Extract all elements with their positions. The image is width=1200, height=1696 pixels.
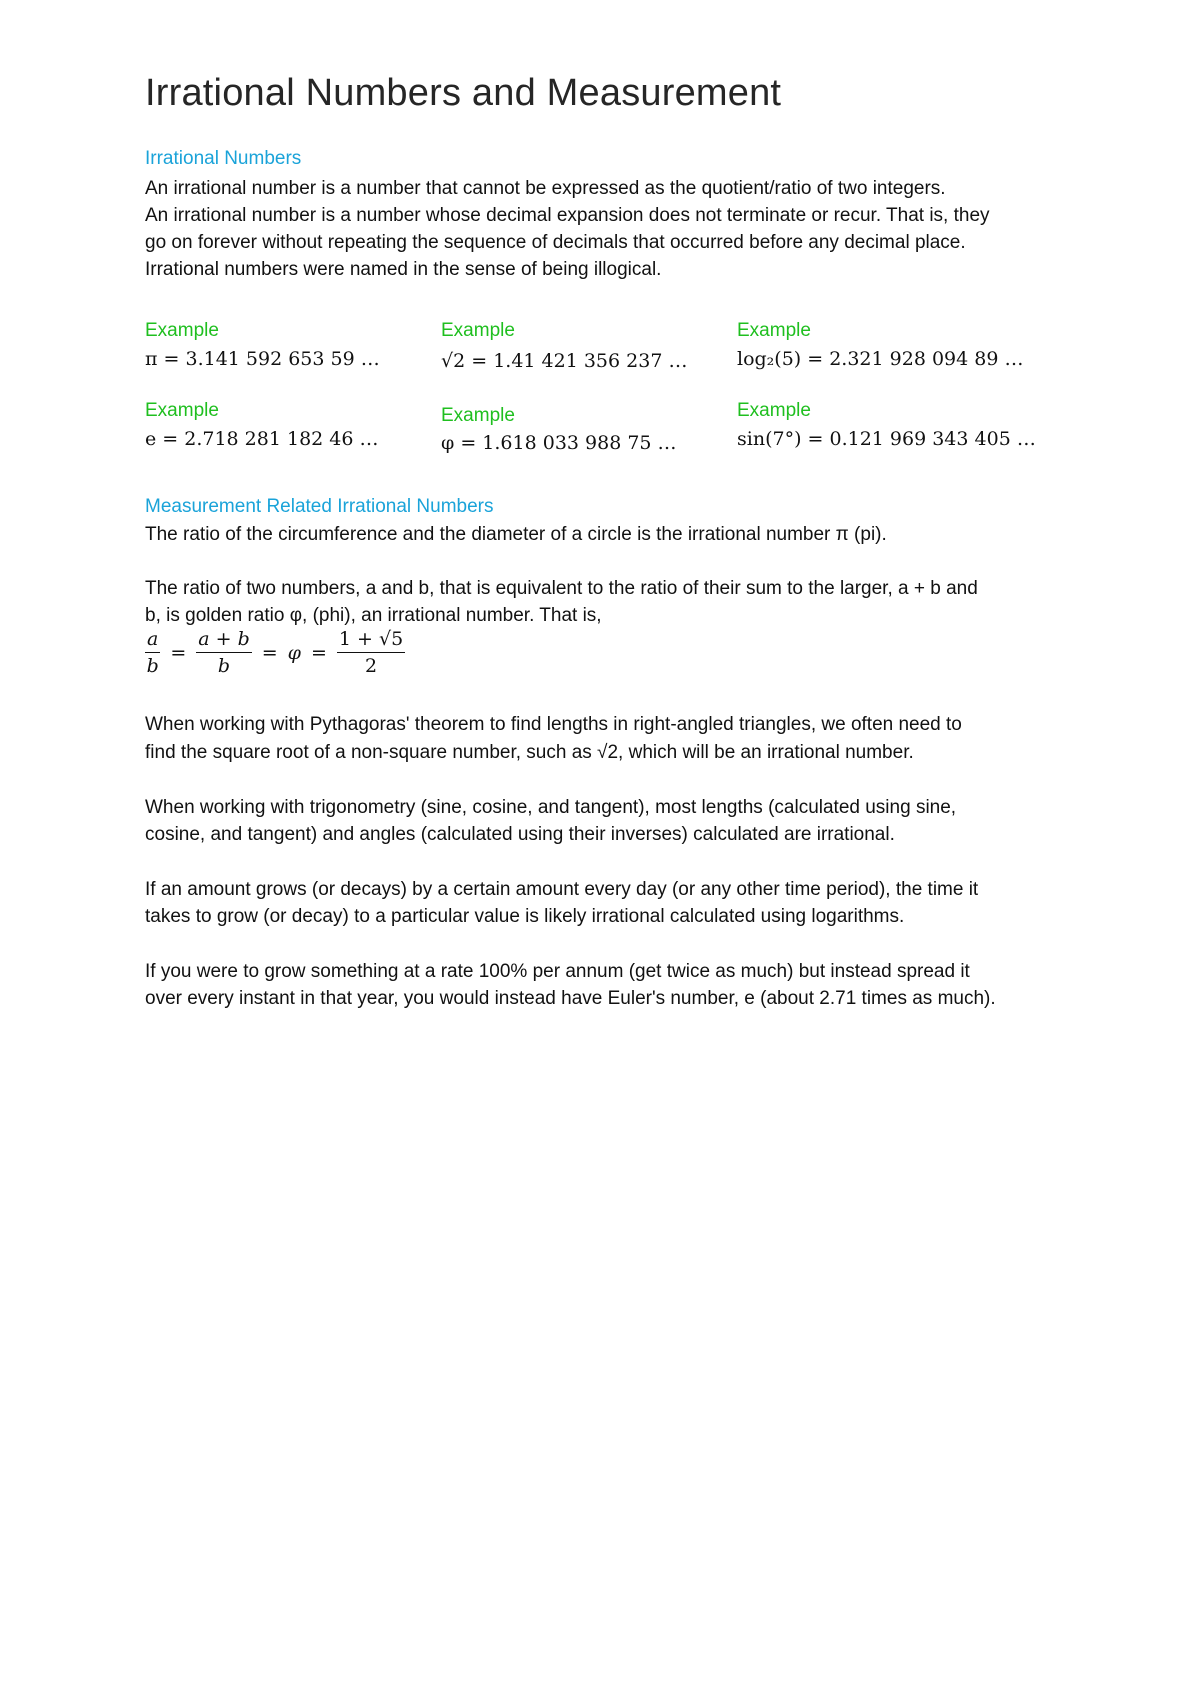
paragraph-euler-line: If you were to grow something at a rate 100% per annum (get twice as much) but instead spread it bbox=[145, 961, 970, 982]
page-title: Irrational Numbers and Measurement bbox=[145, 72, 782, 114]
equals-sign: = bbox=[310, 641, 327, 664]
example-math-phi: φ = 1.618 033 988 75 … bbox=[441, 432, 677, 454]
paragraph-growth-line: takes to grow (or decay) to a particular value is likely irrational calculated using logarithms. bbox=[145, 906, 905, 927]
example-label: Example bbox=[145, 400, 219, 421]
fraction-numerator: a + b bbox=[196, 628, 252, 653]
fraction-a-over-b bbox=[145, 628, 160, 677]
phi-symbol: φ bbox=[287, 641, 301, 664]
paragraph-trigonometry-line: When working with trigonometry (sine, cosine, and tangent), most lengths (calculated using sine, bbox=[145, 797, 957, 818]
paragraph-pythagoras-line: When working with Pythagoras' theorem to find lengths in right-angled triangles, we often need to bbox=[145, 714, 962, 735]
example-label: Example bbox=[145, 320, 219, 341]
example-math-sqrt2: √2 = 1.41 421 356 237 … bbox=[441, 350, 688, 372]
example-label: Example bbox=[441, 405, 515, 426]
fraction-golden-value bbox=[337, 628, 405, 677]
paragraph-pi: The ratio of the circumference and the diameter of a circle is the irrational number π (pi). bbox=[145, 524, 887, 545]
fraction-denominator: b bbox=[146, 655, 159, 677]
example-label: Example bbox=[737, 400, 811, 421]
example-label: Example bbox=[737, 320, 811, 341]
paragraph-line: Irrational numbers were named in the sense of being illogical. bbox=[145, 259, 662, 280]
section-heading-measurement: Measurement Related Irrational Numbers bbox=[145, 496, 494, 517]
example-math-log2-5: log₂(5) = 2.321 928 094 89 … bbox=[737, 348, 1024, 370]
equals-sign: = bbox=[170, 641, 187, 664]
example-label: Example bbox=[441, 320, 515, 341]
paragraph-line: An irrational number is a number whose decimal expansion does not terminate or recur. That is, they bbox=[145, 205, 990, 226]
example-math-e: e = 2.718 281 182 46 … bbox=[145, 428, 379, 450]
golden-ratio-formula bbox=[145, 628, 405, 677]
fraction-denominator: b bbox=[217, 655, 231, 677]
paragraph-pythagoras-line: find the square root of a non-square number, such as √2, which will be an irrational number. bbox=[145, 742, 914, 763]
paragraph-golden-ratio-line: b, is golden ratio φ, (phi), an irrational number. That is, bbox=[145, 605, 602, 626]
paragraph-growth-line: If an amount grows (or decays) by a certain amount every day (or any other time period), the time it bbox=[145, 879, 979, 900]
example-math-pi: π = 3.141 592 653 59 … bbox=[145, 348, 380, 370]
paragraph-trigonometry-line: cosine, and tangent) and angles (calculated using their inverses) calculated are irrational. bbox=[145, 824, 895, 845]
paragraph-golden-ratio-line: The ratio of two numbers, a and b, that is equivalent to the ratio of their sum to the larger, a + b and bbox=[145, 578, 978, 599]
equals-sign: = bbox=[261, 641, 278, 664]
fraction-numerator: a bbox=[145, 628, 160, 653]
fraction-denominator: 2 bbox=[365, 655, 378, 677]
section-heading-irrational-numbers: Irrational Numbers bbox=[145, 148, 302, 169]
fraction-sum-over-b bbox=[196, 628, 252, 677]
paragraph-line: An irrational number is a number that cannot be expressed as the quotient/ratio of two integers. bbox=[145, 178, 946, 199]
fraction-numerator: 1 + √5 bbox=[337, 628, 405, 653]
paragraph-line: go on forever without repeating the sequence of decimals that occurred before any decimal place. bbox=[145, 232, 966, 253]
example-math-sin7: sin(7°) = 0.121 969 343 405 … bbox=[737, 428, 1036, 450]
paragraph-euler-line: over every instant in that year, you would instead have Euler's number, e (about 2.71 times as much). bbox=[145, 988, 996, 1009]
